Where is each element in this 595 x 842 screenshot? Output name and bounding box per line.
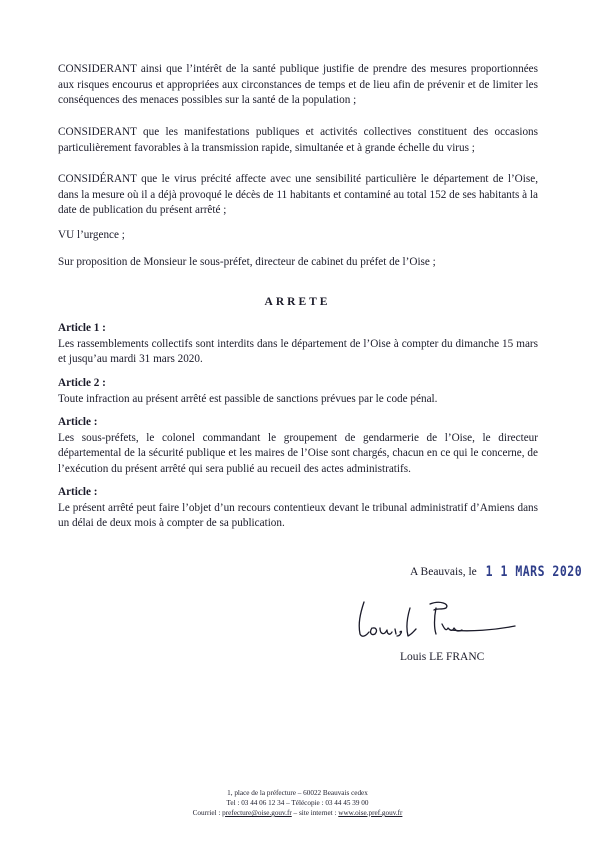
place-and-date — [410, 564, 582, 578]
footer-contact-line — [0, 808, 595, 818]
footer-site-label: – site internet : — [293, 809, 337, 817]
vu-urgence-paragraph — [58, 228, 538, 244]
paragraph-text: VU l’urgence ; — [58, 229, 125, 241]
article-3 — [58, 415, 538, 477]
footer-address: 1, place de la préfecture – 60022 Beauvais cedex — [227, 789, 368, 797]
page-footer — [0, 788, 595, 818]
place-text: A Beauvais, le — [410, 566, 477, 578]
article-title: Article : — [58, 416, 98, 428]
article-text: Les sous-préfets, le colonel commandant le groupement de gendarmerie de l’Oise, le directeur départemental de la sécurité publique et les maires de l’Oise sont chargés, chacun en ce qui le concerne, de l’exécution du présent arrêté qui sera publié au recueil des actes administratifs. — [58, 431, 538, 475]
article-text: Le présent arrêté peut faire l’objet d’un recours contentieux devant le tribunal administratif d’Amiens dans un délai de deux mois à compter de sa publication. — [58, 501, 538, 530]
article-title: Article : — [58, 486, 98, 498]
paragraph-text: CONSIDÉRANT que le virus précité affecte avec une sensibilité particulière le département de l’Oise, dans la mesure où il a déjà provoqué le décès de 11 habitants et contaminé au total 152 de ses habitants à la date de publication du présent arrêté ; — [58, 173, 538, 217]
date-stamp: 1 1 MARS 2020 — [485, 562, 583, 580]
article-title: Article 2 : — [58, 377, 106, 389]
paragraph-text: Sur proposition de Monsieur le sous-préfet, directeur de cabinet du préfet de l’Oise ; — [58, 256, 436, 268]
article-1 — [58, 321, 538, 368]
paragraph-text: CONSIDERANT ainsi que l’intérêt de la santé publique justifie de prendre des mesures proportionnées aux risques encourus et appropriées aux circonstances de temps et de lieu afin de prévenir et de limiter les conséquences des menaces possibles sur la santé de la population ; — [58, 63, 538, 107]
footer-email-link[interactable]: prefecture@oise.gouv.fr — [222, 809, 292, 817]
article-text: Les rassemblements collectifs sont interdits dans le département de l’Oise à compter du dimanche 15 mars et jusqu’au mardi 31 mars 2020. — [58, 337, 538, 366]
arrete-heading: ARRETE — [264, 296, 331, 308]
footer-email-label: Courriel : — [192, 809, 221, 817]
considerant-virus-paragraph — [58, 172, 538, 219]
considerant-health-paragraph — [58, 62, 538, 109]
handwritten-signature — [350, 590, 520, 650]
article-title: Article 1 : — [58, 322, 106, 334]
article-2 — [58, 376, 538, 407]
footer-website-link[interactable]: www.oise.pref.gouv.fr — [338, 809, 403, 817]
considerant-gatherings-paragraph — [58, 125, 538, 156]
signer-name: Louis LE FRANC — [400, 651, 485, 663]
footer-phone: Tel : 03 44 06 12 34 – Télécopie : 03 44 45 39 00 — [226, 799, 369, 807]
proposition-paragraph — [58, 255, 538, 271]
article-4 — [58, 485, 538, 532]
article-text: Toute infraction au présent arrêté est passible de sanctions prévues par le code pénal. — [58, 392, 438, 405]
paragraph-text: CONSIDERANT que les manifestations publiques et activités collectives constituent des occasions particulièrement favorables à la transmission rapide, simultanée et à grande échelle du virus ; — [58, 126, 538, 154]
